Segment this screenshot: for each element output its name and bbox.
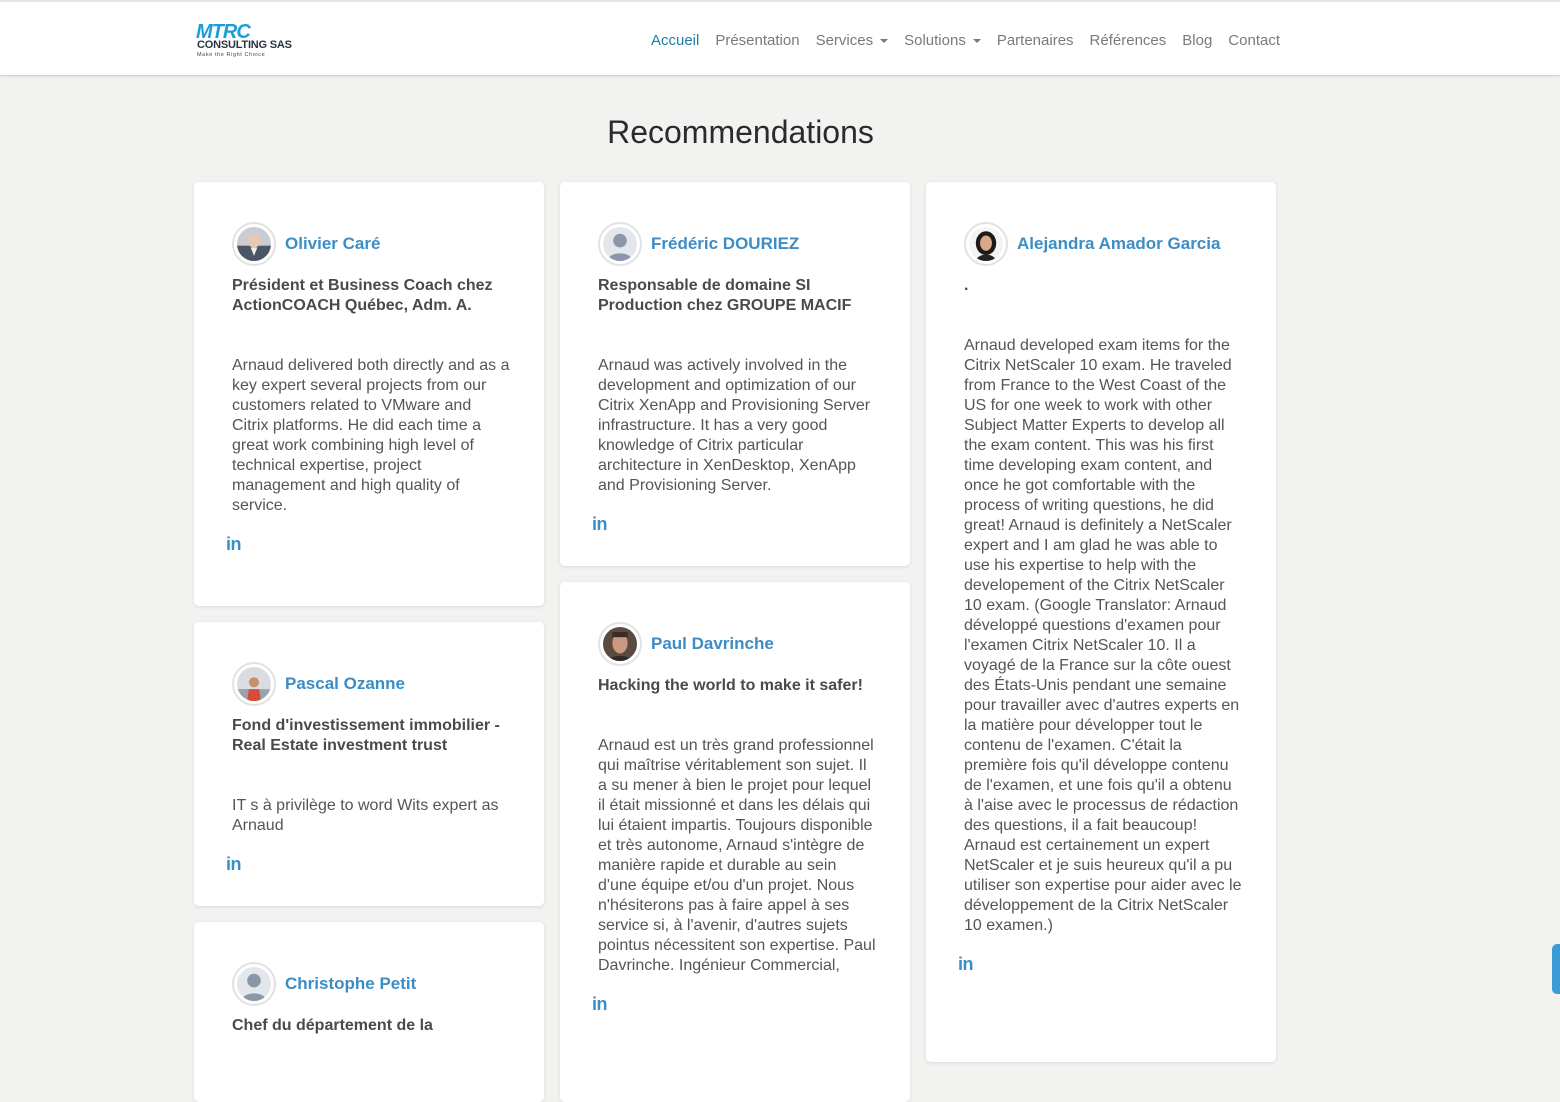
- svg-text:MTRC: MTRC: [196, 22, 250, 40]
- recommendation-card: [194, 622, 544, 906]
- person-photo-icon: [603, 627, 637, 661]
- nav-label: Partenaires: [996, 31, 1074, 49]
- default-avatar-icon: [603, 227, 637, 261]
- nav-label: Services: [815, 31, 874, 49]
- person-name[interactable]: Christophe Petit: [285, 974, 417, 993]
- nav-services-dropdown[interactable]: [808, 32, 897, 49]
- brand-tagline: Make the Right Choice: [197, 52, 266, 58]
- nav-presentation[interactable]: [707, 32, 807, 49]
- nav-references[interactable]: [1082, 32, 1175, 49]
- top-navbar: [0, 0, 1560, 76]
- recommendation-card: [194, 922, 544, 1102]
- linkedin-icon[interactable]: in: [226, 854, 241, 874]
- person-photo-icon: [237, 227, 271, 261]
- brand-logo[interactable]: [196, 22, 292, 62]
- person-photo-icon: [237, 667, 271, 701]
- nav-label: Blog: [1182, 31, 1213, 49]
- person-name[interactable]: Olivier Caré: [285, 234, 381, 253]
- card-header: [598, 620, 878, 668]
- nav-accueil[interactable]: [643, 32, 707, 49]
- recommendation-card: [560, 182, 910, 566]
- person-job-title: Hacking the world to make it safer!: [598, 677, 863, 694]
- caret-down-icon: [880, 39, 888, 43]
- nav-label: Références: [1089, 31, 1167, 49]
- avatar: [232, 962, 276, 1006]
- card-header: [232, 220, 512, 268]
- nav-blog[interactable]: [1174, 32, 1220, 49]
- recommendation-text: Arnaud developed exam items for the Citrix NetScaler 10 exam. He traveled from France to the West Coast of the US for one week to work with other Subject Matter Experts to develop all the exam content. This was his first time developing exam content, and once he got comfortable with the process of writing questions, he did great! Arnaud is definitely a NetScaler expert and I am glad he was able to use his expertise to help with the developement of the Citrix NetScaler 10 exam. (Google Translator: Arnaud développé questions d'examen pour l'examen Citrix NetScaler 10. Il a voyagé de la France sur la côte ouest des États-Unis pendant une semaine pour travailler avec d'autres experts en la matière pour développer tout le contenu de l'examen. C'était la première fois qu'il développe contenu de l'examen, et une fois qu'il a obtenu à l'aise avec le processus de rédaction des questions, il a fait beaucoup! Arnaud est certainement un expert NetScaler et je suis heureux qu'il a pu utiliser son expertise pour aider avec le développement de la Citrix NetScaler 10 examen.): [964, 337, 1242, 934]
- card-header: [232, 960, 512, 1008]
- recommendation-card: [560, 582, 910, 1102]
- brand-name: CONSULTING SAS: [197, 39, 292, 51]
- person-name[interactable]: Frédéric DOURIEZ: [651, 234, 800, 253]
- nav-solutions-dropdown[interactable]: [896, 32, 989, 49]
- linkedin-icon[interactable]: in: [226, 534, 241, 554]
- person-name[interactable]: Pascal Ozanne: [285, 674, 406, 693]
- caret-down-icon: [973, 39, 981, 43]
- card-header: [598, 220, 878, 268]
- side-feedback-tab[interactable]: [1552, 944, 1560, 994]
- recommendation-card: [194, 182, 544, 606]
- nav-label: Présentation: [715, 31, 800, 49]
- avatar: [232, 662, 276, 706]
- nav-label: Solutions: [904, 31, 966, 49]
- nav-label: Accueil: [650, 31, 700, 49]
- person-job-title: .: [964, 277, 969, 294]
- person-name[interactable]: Alejandra Amador Garcia: [1017, 234, 1221, 253]
- person-job-title: Responsable de domaine SI Production chez GROUPE MACIF: [598, 277, 852, 314]
- linkedin-icon[interactable]: in: [592, 514, 607, 534]
- recommendation-text: Arnaud delivered both directly and as a key expert several projects from our customers related to VMware and Citrix platforms. He did each time a great work combining high level of technical expertise, project management and high quality of service.: [232, 357, 510, 514]
- recommendation-text: Arnaud est un très grand professionnel qui maîtrise véritablement son sujet. Il a su mener à bien le projet pour lequel il était missionné et dans les délais qui lui étaient impartis. Toujours disponible et très autonome, Arnaud s'intègre de manière rapide et durable au sein d'une équipe et/ou d'un projet. Nous n'hésiterons pas à faire appel à ses service si, à l'avenir, d'autres sujets pointus nécessitent son expertise. Paul Davrinche. Ingénieur Commercial,: [598, 737, 876, 974]
- person-job-title: Chef du département de la: [232, 1017, 433, 1034]
- recommendation-text: Arnaud was actively involved in the development and optimization of our Citrix XenApp and Provisioning Server infrastructure. It has a very good knowledge of Citrix particular architecture in XenDesktop, XenApp and Provisioning Server.: [598, 357, 871, 494]
- person-photo-icon: [969, 227, 1003, 261]
- avatar: [964, 222, 1008, 266]
- nav-label: Contact: [1228, 31, 1280, 49]
- avatar: [232, 222, 276, 266]
- person-job-title: Fond d'investissement immobilier - Real Estate investment trust: [232, 717, 500, 754]
- linkedin-icon[interactable]: in: [592, 994, 607, 1014]
- mtrc-logo-mark: [196, 22, 288, 40]
- recommendation-text: IT s à privilège to word Wits expert as Arnaud: [232, 797, 499, 834]
- nav-partenaires[interactable]: [989, 32, 1082, 49]
- default-avatar-icon: [237, 967, 271, 1001]
- main-nav: [643, 2, 1288, 78]
- nav-contact[interactable]: [1220, 32, 1288, 49]
- card-header: [964, 220, 1244, 268]
- avatar: [598, 622, 642, 666]
- avatar: [598, 222, 642, 266]
- section-title: Recommendations: [607, 114, 874, 150]
- person-name[interactable]: Paul Davrinche: [651, 634, 774, 653]
- linkedin-icon[interactable]: in: [958, 954, 973, 974]
- recommendation-card: [926, 182, 1276, 1062]
- person-job-title: Président et Business Coach chez ActionCOACH Québec, Adm. A.: [232, 277, 493, 314]
- card-header: [232, 660, 512, 708]
